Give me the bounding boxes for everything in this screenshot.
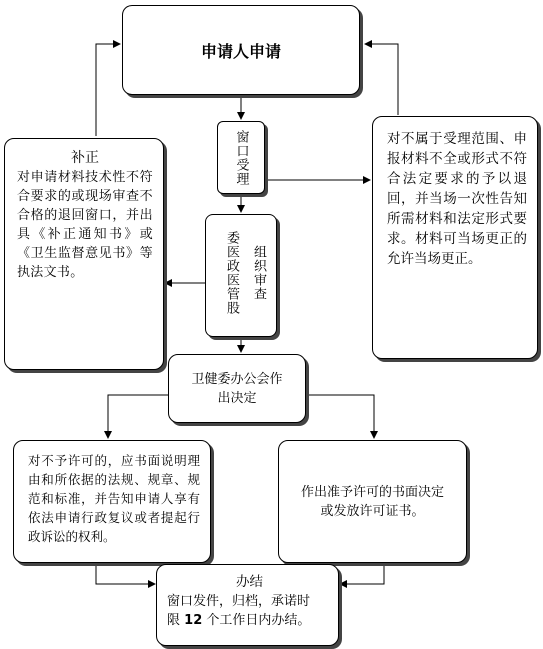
finish-line2-pre: 限 xyxy=(167,613,181,628)
arrow-grant-to-finish xyxy=(340,564,384,584)
arrow-right-to-apply xyxy=(365,44,398,115)
arrow-deny-to-finish xyxy=(96,564,155,584)
grant-body: 作出准予许可的书面决定或发放许可证书。 xyxy=(301,484,445,519)
deny-box xyxy=(13,440,211,563)
apply-title: 申请人申请 xyxy=(200,41,281,61)
decision-box xyxy=(168,354,306,423)
review-label-2: 委医政医管股 xyxy=(224,231,239,315)
review-label-1: 组织审查 xyxy=(251,245,266,301)
arrow-left-to-apply xyxy=(96,44,120,136)
finish-heading: 办结 xyxy=(236,574,263,590)
finish-line2-post: 个工作日内办结。 xyxy=(206,613,311,628)
reject-box xyxy=(372,116,538,359)
correction-box xyxy=(4,138,164,370)
deny-body: 对不予许可的，应书面说明理由和所依据的法规、规章、规范和标准，并告知申请人享有依法申请行政复议或者提起行政诉讼的权利。 xyxy=(28,453,200,544)
finish-line2 xyxy=(167,611,332,630)
window-acceptance-box xyxy=(217,121,265,194)
arrow-decision-to-deny xyxy=(108,395,168,438)
decision-label: 卫健委办公会作出决定 xyxy=(191,371,283,406)
reject-body: 对不属于受理范围、申报材料不全或形式不符合法定要求的予以退回，并当场一次性告知所需材料和法定形式要求。材料可当场更正的允许当场更正。 xyxy=(387,131,527,267)
correction-body: 对申请材料技术性不符合要求的或现场审查不合格的退回窗口，并出具《补正通知书》或《卫生监督意见书》等执法文书。 xyxy=(17,170,153,280)
apply-box xyxy=(122,5,360,95)
review-box xyxy=(205,214,277,337)
grant-box xyxy=(278,440,467,563)
arrow-decision-to-grant xyxy=(306,395,374,438)
window-acceptance-label: 窗口受理 xyxy=(233,129,249,186)
finish-line1: 窗口发件，归档，承诺时 xyxy=(167,594,311,609)
correction-heading: 补正 xyxy=(71,150,99,166)
finish-line2-num: 12 xyxy=(184,613,203,628)
finish-box xyxy=(156,564,339,646)
